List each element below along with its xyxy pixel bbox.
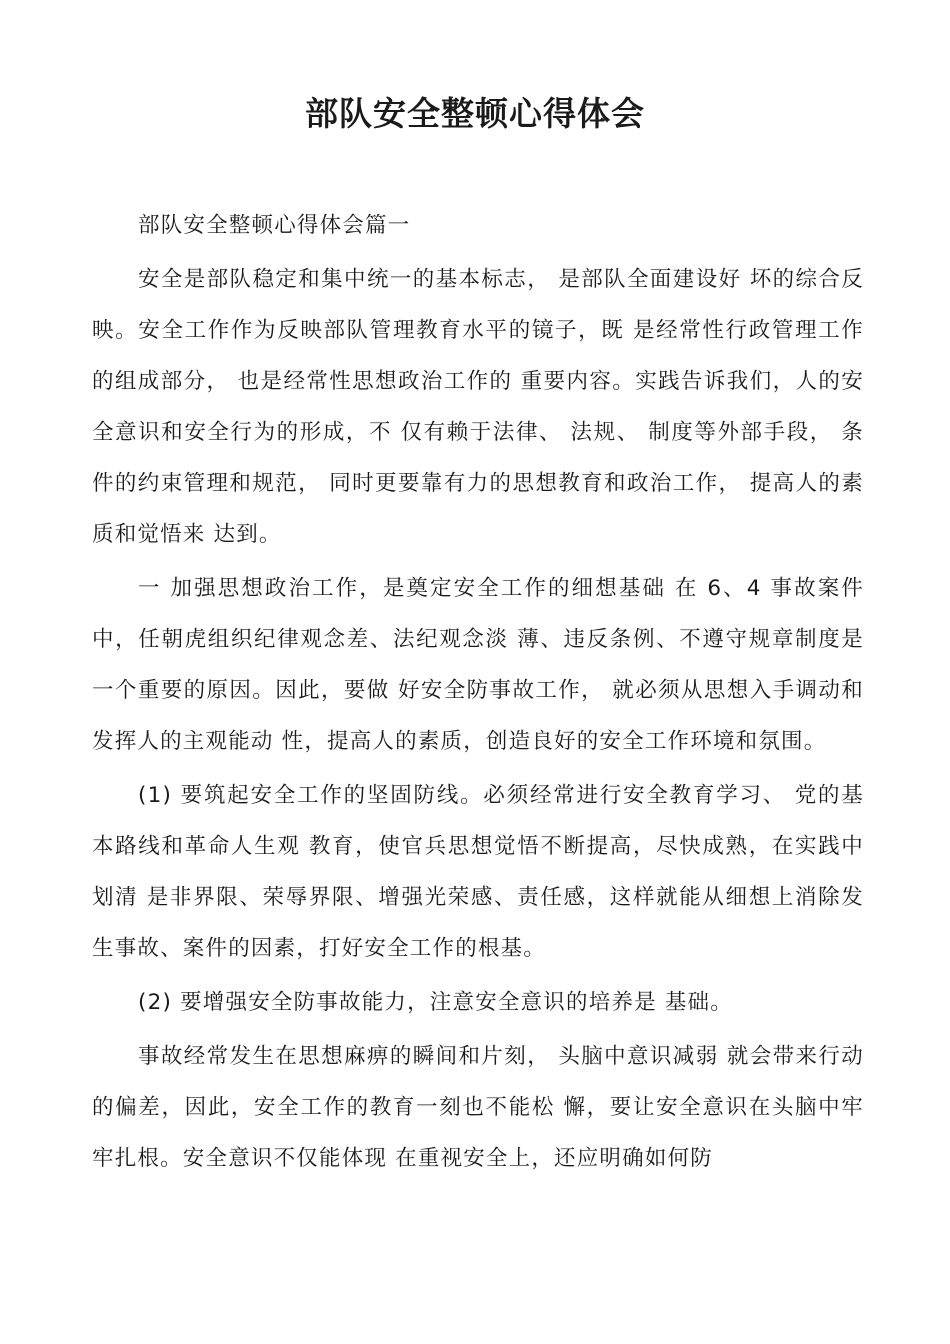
paragraph: 一 加强思想政治工作，是奠定安全工作的细想基础 在 6、4 事故案件中，任朝虎组织纪律观念差、法纪观念淡 薄、违反条例、不遵守规章制度是一个重要的原因。因此，要做 好安全防事故工作， 就必须从思想入手调动和发挥人的主观能动 性，提高人的素质，创造良好的安全工作环境和氛围。 — [92, 576, 864, 754]
paragraph: (1) 要筑起安全工作的坚固防线。必须经常进行安全教育学习、 党的基本路线和革命人生观 教育，使官兵思想觉悟不断提高，尽快成熟，在实践中划清 是非界限、荣辱界限、增强光荣感、责任感，这样就能从细想上消除发生事故、案件的因素，打好安全工作的根基。 — [92, 783, 864, 961]
document-body — [92, 200, 864, 1187]
section-heading: 部队安全整顿心得体会篇一 — [138, 213, 411, 238]
paragraph: 事故经常发生在思想麻痹的瞬间和片刻， 头脑中意识减弱 就会带来行动的偏差，因此，安全工作的教育一刻也不能松 懈，要让安全意识在头脑中牢牢扎根。安全意识不仅能体现 在重视安全上，还应明确如何防 — [92, 1044, 864, 1171]
document-title: 部队安全整顿心得体会 — [305, 94, 645, 133]
paragraph: (2) 要增强安全防事故能力，注意安全意识的培养是 基础。 — [138, 990, 733, 1015]
paragraph: 安全是部队稳定和集中统一的基本标志， 是部队全面建设好 坏的综合反映。安全工作作为反映部队管理教育水平的镜子，既 是经常性行政管理工作的组成部分， 也是经常性思想政治工作的 重要内容。实践告诉我们，人的安全意识和安全行为的形成，不 仅有赖于法律、 法规、 制度等外部手段， 条件的约束管理和规范， 同时更要靠有力的思想教育和政治工作， 提高人的素质和觉悟来 达到。 — [92, 267, 864, 547]
